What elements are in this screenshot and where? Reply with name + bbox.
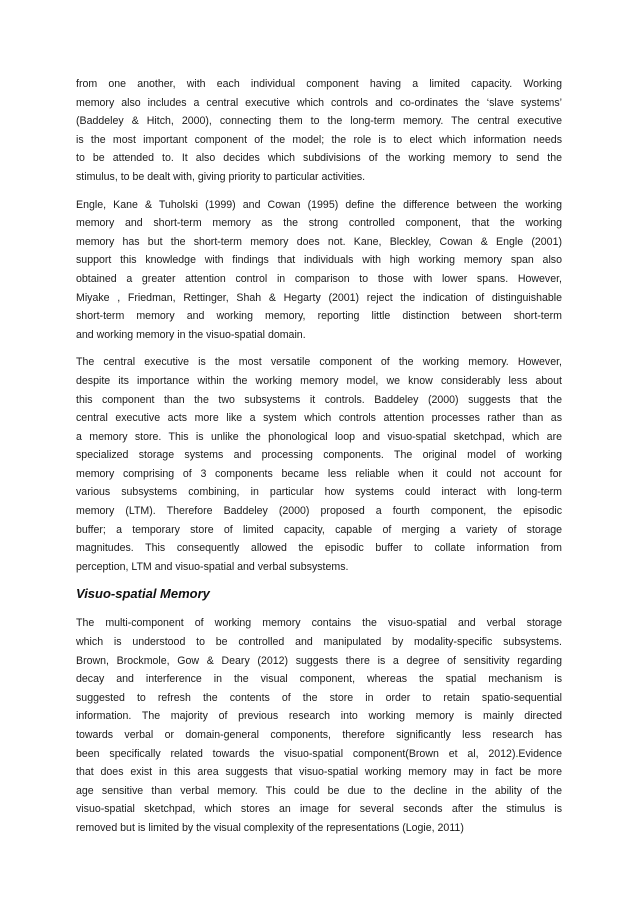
paragraph-visuo-spatial: [76, 614, 562, 837]
text-line: memory (LTM). Therefore Baddeley (2000) proposed a fourth component, the episodic: [76, 505, 562, 518]
text-line: various subsystems combining, in particular how systems could interact with long-term: [76, 486, 562, 499]
text-line: to be attended to. It also decides which subdivisions of the working memory to send the: [76, 152, 562, 165]
text-line: short-term memory and working memory, reporting little distinction between short-term: [76, 310, 562, 323]
text-line: perception, LTM and visuo-spatial and verbal subsystems.: [76, 560, 349, 573]
text-line: magnitudes. This consequently allowed the episodic buffer to collate information from: [76, 542, 562, 555]
text-line: obtained a greater attention control in comparison to those with lower spans. However,: [76, 272, 562, 285]
text-line: The central executive is the most versatile component of the working memory. However,: [76, 356, 562, 369]
text-line: visuo-spatial sketchpad, which stores an image for several seconds after the stimulus is: [76, 803, 562, 816]
text-line: is the most important component of the model; the role is to elect which information needs: [76, 133, 562, 146]
text-line: that does exist in this area suggests that visuo-spatial working memory may in fact be more: [76, 766, 562, 779]
text-line: Brown, Brockmole, Gow & Deary (2012) suggests there is a degree of sensitivity regarding: [76, 654, 562, 667]
text-line: this component than the two subsystems it controls. Baddeley (2000) suggests that the: [76, 393, 562, 406]
text-line: memory has but the short-term memory does not. Kane, Bleckley, Cowan & Engle (2001): [76, 235, 562, 248]
text-line: and working memory in the visuo-spatial domain.: [76, 328, 306, 341]
paragraph-central-executive-versatile: [76, 353, 562, 576]
text-line: buffer; a temporary store of limited capacity, capable of merging a variety of storage: [76, 523, 562, 536]
text-line: which is understood to be controlled and manipulated by modality-specific subsystems.: [76, 636, 562, 649]
text-line: memory and short-term memory as the strong controlled component, that the working: [76, 217, 562, 230]
text-line: memory comprising of 3 components became less reliable when it could not account for: [76, 467, 562, 480]
text-line: stimulus, to be dealt with, giving priority to particular activities.: [76, 170, 366, 183]
text-line: Miyake , Friedman, Rettinger, Shah & Hegarty (2001) reject the indication of distinguishable: [76, 291, 562, 304]
text-line: suggested to refresh the contents of the store in order to retain spatio-sequential: [76, 691, 562, 704]
text-line: a memory store. This is unlike the phonological loop and visuo-spatial sketchpad, which are: [76, 430, 562, 443]
text-line: removed but is limited by the visual complexity of the representations (Logie, 2011): [76, 821, 464, 834]
text-line: despite its importance within the working memory model, we know considerably less about: [76, 374, 562, 387]
text-line: been specifically related towards the visuo-spatial component(Brown et al, 2012).Evidence: [76, 747, 562, 760]
text-line: central executive acts more like a system which controls attention processes rather than as: [76, 412, 562, 425]
text-line: The multi-component of working memory contains the visuo-spatial and verbal storage: [76, 617, 562, 630]
text-line: support this knowledge with findings that individuals with high working memory span also: [76, 254, 562, 267]
text-line: from one another, with each individual component having a limited capacity. Working: [76, 78, 562, 90]
text-line: decay and interference in the visual component, whereas the spatial mechanism is: [76, 673, 562, 686]
text-line: (Baddeley & Hitch, 2000), connecting them to the long-term memory. The central executive: [76, 115, 562, 128]
text-line: age sensitive than verbal memory. This could be due to the decline in the ability of the: [76, 784, 562, 797]
paragraph-engle-kane: [76, 196, 562, 345]
text-line: specialized storage systems and processing components. The original model of working: [76, 449, 562, 462]
text-line: information. The majority of previous research into working memory is mainly directed: [76, 710, 562, 723]
text-line: memory also includes a central executive which controls and co-ordinates the ‘slave systems’: [76, 96, 562, 109]
paragraph-central-executive-intro: [76, 75, 562, 187]
text-line: Engle, Kane & Tuholski (1999) and Cowan (1995) define the difference between the working: [76, 198, 562, 211]
section-heading: Visuo-spatial Memory: [76, 586, 210, 602]
text-line: towards verbal or domain-general components, therefore significantly less research has: [76, 729, 562, 741]
document-page: [76, 75, 562, 847]
